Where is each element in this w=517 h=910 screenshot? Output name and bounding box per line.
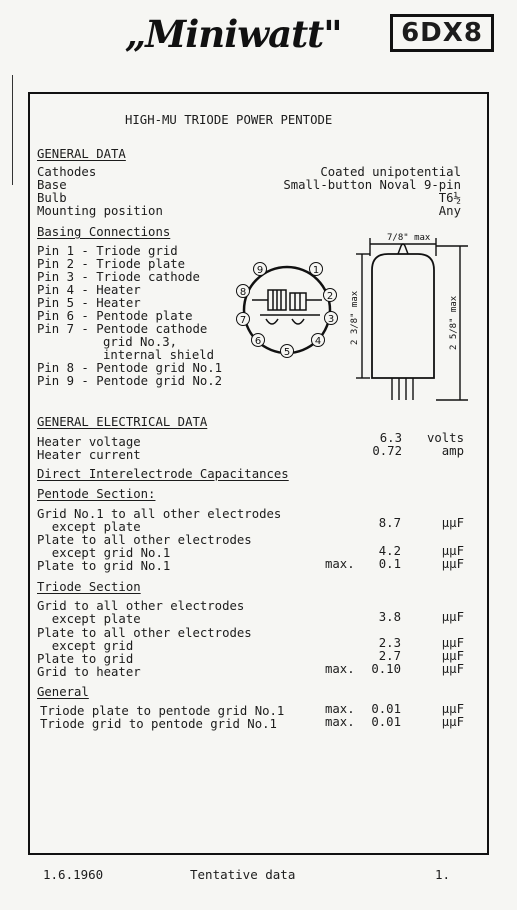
footer-page-number: 1. (435, 867, 451, 882)
pinout-diagram (232, 255, 342, 365)
cap-line-text: except plate (37, 612, 141, 626)
cap-max-label: max. (325, 557, 355, 571)
pin-number: 5 (283, 347, 291, 358)
row-value: 0.72 (372, 444, 402, 458)
tube-type-number: 6DX8 (390, 14, 494, 52)
row-unit: volts (426, 431, 464, 445)
electrical-heading: GENERAL ELECTRICAL DATA (37, 415, 208, 429)
pin-line: Pin 7 - Pentode cathode (37, 322, 208, 336)
brand-logo: „Miniwatt" (125, 12, 342, 56)
cap-unit: µµF (441, 649, 464, 663)
pin-line: Pin 5 - Heater (37, 296, 141, 310)
cap-line-text: Plate to grid No.1 (37, 559, 171, 573)
pin-number: 8 (239, 287, 247, 298)
row-label: Base (37, 178, 67, 192)
row-label: Mounting position (37, 204, 163, 218)
cap-line-text: Grid to all other electrodes (37, 599, 245, 613)
pin-number: 1 (312, 265, 320, 276)
cap-max-label: max. (325, 662, 355, 676)
cap-value: 2.7 (378, 649, 401, 663)
row-value: Coated unipotential (320, 165, 461, 179)
cap-line-text: Plate to grid (37, 652, 134, 666)
row-label: Bulb (37, 191, 67, 205)
cap-unit: µµF (441, 557, 464, 571)
tube-outline-drawing (350, 230, 470, 410)
pin-number: 2 (326, 291, 334, 302)
cap-line-text: Triode grid to pentode grid No.1 (40, 717, 277, 731)
cap-unit: µµF (441, 544, 464, 558)
cap-line-text: except grid No.1 (37, 546, 171, 560)
cap-value: 8.7 (378, 516, 401, 530)
cap-line-text: Plate to all other electrodes (37, 626, 252, 640)
cap-value: 2.3 (378, 636, 401, 650)
pin-line: Pin 8 - Pentode grid No.1 (37, 361, 223, 375)
cap-max-label: max. (325, 715, 355, 729)
general-cap-heading: General (37, 685, 89, 699)
row-label: Heater voltage (37, 435, 141, 449)
footer-date: 1.6.1960 (43, 867, 104, 882)
cap-value: 0.1 (378, 557, 401, 571)
cap-line-text: except plate (37, 520, 141, 534)
capacitances-heading: Direct Interelectrode Capacitances (37, 467, 289, 481)
body-height-label: 2 3/8" max (350, 290, 360, 345)
pin-line: internal shield (103, 348, 215, 362)
cap-unit: µµF (441, 636, 464, 650)
pentode-section-heading: Pentode Section: (37, 487, 156, 501)
pin-line: Pin 3 - Triode cathode (37, 270, 200, 284)
pin-line: Pin 6 - Pentode plate (37, 309, 193, 323)
pin-number: 9 (256, 265, 264, 276)
pin-number: 4 (314, 336, 322, 347)
overall-height-label: 2 5/8" max (449, 295, 459, 350)
cap-unit: µµF (441, 662, 464, 676)
pin-number: 6 (254, 336, 262, 347)
row-unit: amp (441, 444, 464, 458)
row-value: 6.3 (379, 431, 402, 445)
row-value: T6½ (438, 191, 461, 205)
triode-section-heading: Triode Section (37, 580, 141, 594)
cap-value: 3.8 (378, 610, 401, 624)
cap-line-text: Triode plate to pentode grid No.1 (40, 704, 285, 718)
cap-unit: µµF (441, 715, 464, 729)
pin-line: Pin 2 - Triode plate (37, 257, 186, 271)
cap-value: 4.2 (378, 544, 401, 558)
cap-unit: µµF (441, 516, 464, 530)
pin-line: Pin 4 - Heater (37, 283, 141, 297)
cap-max-label: max. (325, 702, 355, 716)
pin-line: grid No.3, (103, 335, 178, 349)
sheet-title: HIGH-MU TRIODE POWER PENTODE (125, 113, 333, 127)
cap-line-text: Grid No.1 to all other electrodes (37, 507, 282, 521)
row-value: Small-button Noval 9-pin (283, 178, 461, 192)
pin-line: Pin 9 - Pentode grid No.2 (37, 374, 223, 388)
pin-number: 7 (239, 315, 247, 326)
cap-value: 0.01 (371, 715, 401, 729)
width-dimension-label: 7/8" max (387, 233, 431, 243)
pin-line: Pin 1 - Triode grid (37, 244, 178, 258)
basing-heading: Basing Connections (37, 225, 171, 239)
cap-unit: µµF (441, 702, 464, 716)
general-data-heading: GENERAL DATA (37, 147, 126, 161)
cap-line-text: except grid (37, 639, 134, 653)
pin-number: 3 (327, 314, 335, 325)
cap-unit: µµF (441, 610, 464, 624)
row-label: Cathodes (37, 165, 97, 179)
row-value: Any (438, 204, 461, 218)
cap-line-text: Grid to heater (37, 665, 141, 679)
footer-status: Tentative data (190, 867, 296, 882)
cap-value: 0.01 (371, 702, 401, 716)
row-label: Heater current (37, 448, 141, 462)
cap-line-text: Plate to all other electrodes (37, 533, 252, 547)
cap-value: 0.10 (371, 662, 401, 676)
margin-rule (12, 75, 13, 185)
